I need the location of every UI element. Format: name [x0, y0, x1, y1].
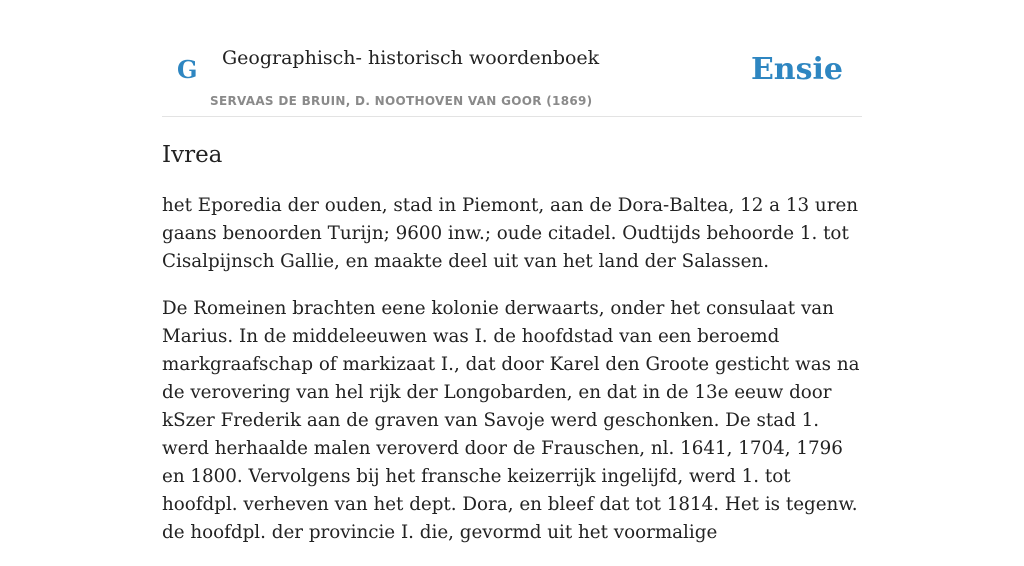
brand-logo-link[interactable]: Ensie — [750, 52, 843, 87]
entry-body — [162, 192, 868, 566]
entry-paragraph: het Eporedia der ouden, stad in Piemont, aan de Dora-Baltea, 12 a 13 uren gaans benoorden Turijn; 9600 inw.; oude citadel. Oudtijds behoorde 1. tot Cisalpijnsch Gallie, en maakte deel uit van het land der Salassen. — [162, 195, 859, 272]
book-letter-badge[interactable]: G — [177, 55, 198, 84]
book-header — [162, 0, 862, 117]
entry-paragraph: De Romeinen brachten eene kolonie derwaarts, onder het consulaat van Marius. In de middeleeuwen was I. de hoofdstad van een beroemd markgraafschap of markizaat I., dat door Karel den Groote gesticht was na de verovering van hel rijk der Longobarden, en dat in de 13e eeuw door kSzer Frederik aan de graven van Savoje werd geschonken. De stad 1. werd herhaalde malen veroverd door de Frauschen, nl. 1641, 1704, 1796 en 1800. Vervolgens bij het fransche keizerrijk ingelijfd, werd 1. tot hoofdpl. verheven van het dept. Dora, en bleef dat tot 1814. Het is tegenw. de hoofdpl. der provincie I. die, gevormd uit het voormalige — [162, 298, 860, 543]
book-authors: SERVAAS DE BRUIN, D. NOOTHOVEN VAN GOOR (1869) — [210, 94, 593, 108]
entry-title: Ivrea — [162, 142, 223, 168]
book-title[interactable]: Geographisch- historisch woordenboek — [222, 47, 600, 69]
